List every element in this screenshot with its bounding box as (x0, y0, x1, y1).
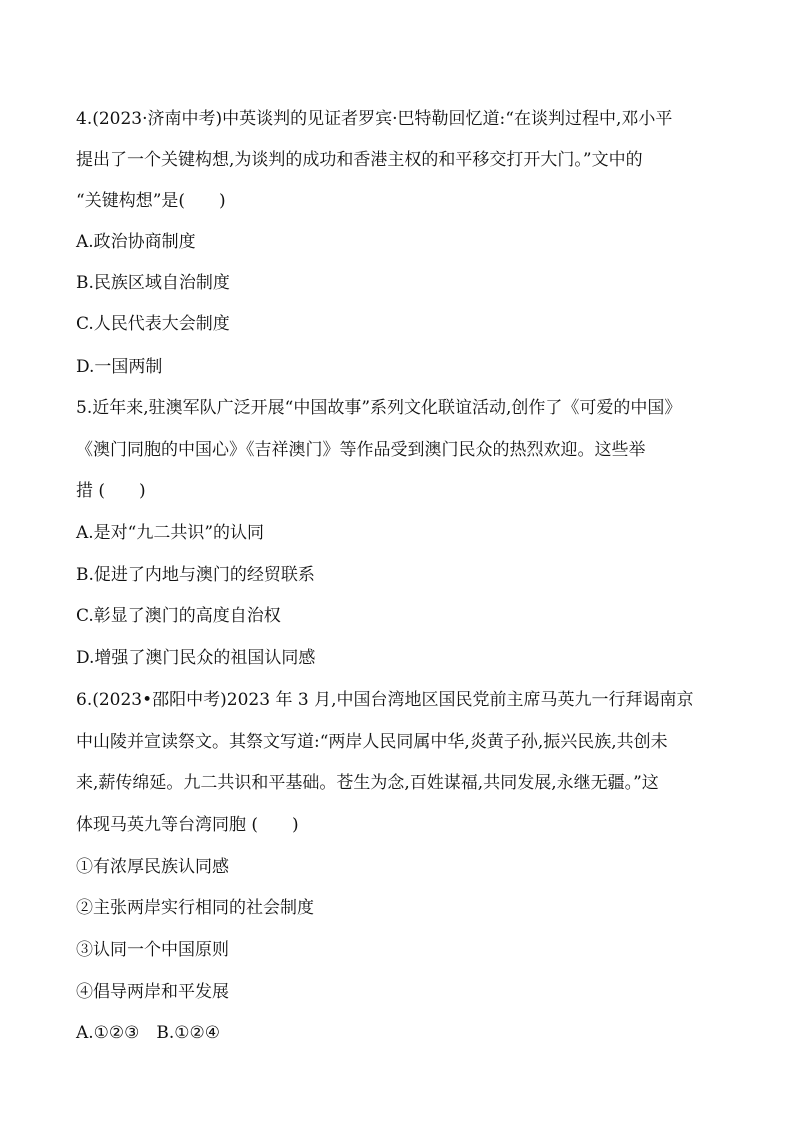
q5-option-a: A.是对“九二共识”的认同 (76, 523, 265, 543)
q5-stem-line-2: 《澳门同胞的中国心》《吉祥澳门》等作品受到澳门民众的热烈欢迎。这些举 (76, 440, 646, 460)
q4-stem-line-3: “关键构想”是( ) (76, 191, 226, 211)
q5-stem-line-1: 5.近年来,驻澳军队广泛开展“中国故事”系列文化联谊活动,创作了《可爱的中国》 (76, 398, 682, 418)
q6-stem-line-4: 体现马英九等台湾同胞 ( ) (76, 815, 299, 835)
q5-option-c: C.彰显了澳门的高度自治权 (76, 606, 281, 626)
q6-item-2: ②主张两岸实行相同的社会制度 (76, 898, 314, 918)
q4-stem-line-2: 提出了一个关键构想,为谈判的成功和香港主权的和平移交打开大门。”文中的 (76, 150, 643, 170)
q4-option-d: D.一国两制 (76, 357, 163, 377)
q6-item-1: ①有浓厚民族认同感 (76, 857, 229, 877)
q4-option-c: C.人民代表大会制度 (76, 314, 230, 334)
q6-item-3: ③认同一个中国原则 (76, 940, 229, 960)
q6-stem-line-2: 中山陵并宣读祭文。其祭文写道:“两岸人民同属中华,炎黄子孙,振兴民族,共创未 (76, 732, 668, 752)
q4-option-a: A.政治协商制度 (76, 232, 196, 252)
q6-stem-line-3: 来,薪传绵延。九二共识和平基础。苍生为念,百姓谋福,共同发展,永继无疆。”这 (76, 773, 659, 793)
q5-option-b: B.促进了内地与澳门的经贸联系 (76, 565, 315, 585)
q6-options-line: A.①②③ B.①②④ (76, 1023, 221, 1043)
q4-stem-line-1: 4.(2023·济南中考)中英谈判的见证者罗宾·巴特勒回忆道:“在谈判过程中,邓小平 (76, 109, 673, 129)
q6-stem-line-1: 6.(2023•邵阳中考)2023 年 3 月,中国台湾地区国民党前主席马英九一行拜谒南京 (76, 690, 694, 710)
q5-stem-line-3: 措 ( ) (76, 481, 146, 501)
q4-option-b: B.民族区域自治制度 (76, 273, 230, 293)
q6-item-4: ④倡导两岸和平发展 (76, 982, 229, 1002)
q5-option-d: D.增强了澳门民众的祖国认同感 (76, 648, 316, 668)
